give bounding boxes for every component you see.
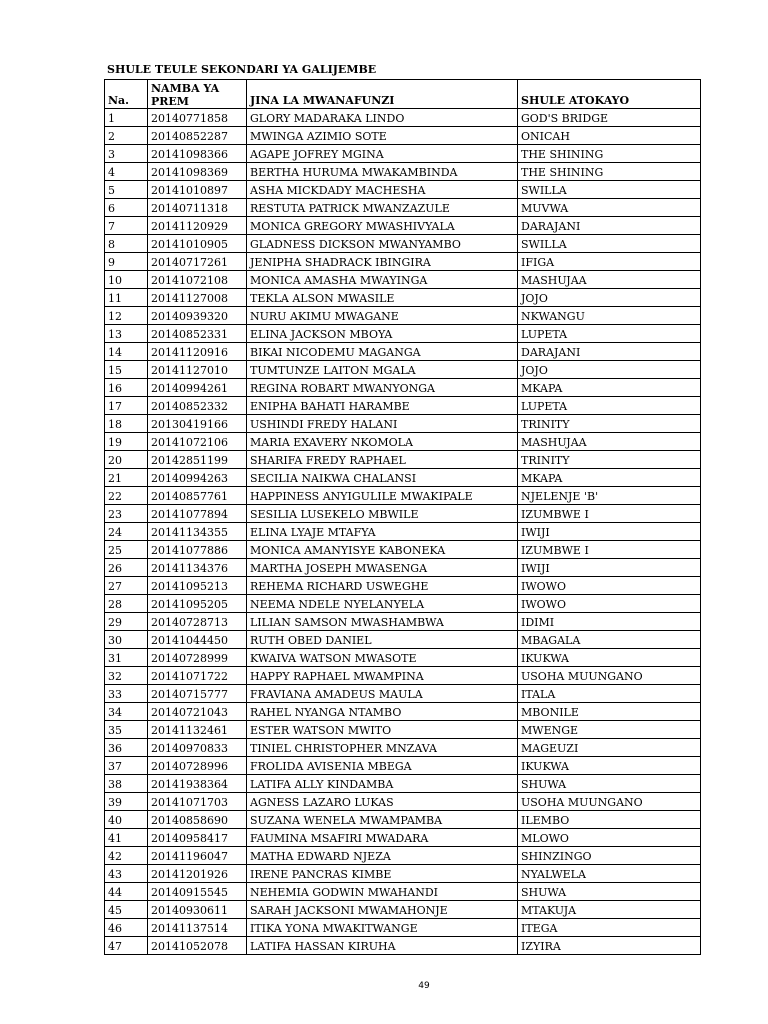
previous-school: IWOWO	[518, 577, 701, 595]
row-number: 46	[105, 919, 148, 937]
table-row	[105, 487, 701, 505]
student-name: ITIKA YONA MWAKITWANGE	[247, 919, 518, 937]
row-number: 30	[105, 631, 148, 649]
header-prem-line2: PREM	[151, 95, 189, 108]
student-name: HAPPY RAPHAEL MWAMPINA	[247, 667, 518, 685]
previous-school: MBONILE	[518, 703, 701, 721]
previous-school: IDIMI	[518, 613, 701, 631]
document-title: SHULE TEULE SEKONDARI YA GALIJEMBE	[107, 63, 377, 76]
table-row	[105, 775, 701, 793]
student-name: ENIPHA BAHATI HARAMBE	[247, 397, 518, 415]
row-number: 8	[105, 235, 148, 253]
prem-number: 20140930611	[148, 901, 247, 919]
row-number: 24	[105, 523, 148, 541]
previous-school: LUPETA	[518, 325, 701, 343]
prem-number: 20140858690	[148, 811, 247, 829]
student-name: ESTER WATSON MWITO	[247, 721, 518, 739]
row-number: 9	[105, 253, 148, 271]
previous-school: MAGEUZI	[518, 739, 701, 757]
table-row	[105, 325, 701, 343]
prem-number: 20141072108	[148, 271, 247, 289]
table-row	[105, 523, 701, 541]
row-number: 3	[105, 145, 148, 163]
student-name: MWINGA AZIMIO SOTE	[247, 127, 518, 145]
student-name: MARTHA JOSEPH MWASENGA	[247, 559, 518, 577]
row-number: 39	[105, 793, 148, 811]
previous-school: GOD'S BRIDGE	[518, 109, 701, 127]
student-name: MONICA AMANYISYE KABONEKA	[247, 541, 518, 559]
row-number: 31	[105, 649, 148, 667]
table-row	[105, 811, 701, 829]
previous-school: SHINZINGO	[518, 847, 701, 865]
student-name: BERTHA HURUMA MWAKAMBINDA	[247, 163, 518, 181]
student-name: MARIA EXAVERY NKOMOLA	[247, 433, 518, 451]
table-row	[105, 271, 701, 289]
previous-school: MBAGALA	[518, 631, 701, 649]
table-row	[105, 757, 701, 775]
table-row	[105, 721, 701, 739]
table-row	[105, 865, 701, 883]
prem-number: 20141095213	[148, 577, 247, 595]
header-no: Na.	[105, 80, 148, 109]
row-number: 27	[105, 577, 148, 595]
previous-school: TRINITY	[518, 451, 701, 469]
prem-number: 20141134355	[148, 523, 247, 541]
student-name: ELINA LYAJE MTAFYA	[247, 523, 518, 541]
table-row	[105, 469, 701, 487]
row-number: 2	[105, 127, 148, 145]
prem-number: 20140970833	[148, 739, 247, 757]
previous-school: IWOWO	[518, 595, 701, 613]
table-row	[105, 595, 701, 613]
previous-school: ITEGA	[518, 919, 701, 937]
row-number: 20	[105, 451, 148, 469]
student-name: SHARIFA FREDY RAPHAEL	[247, 451, 518, 469]
student-name: JENIPHA SHADRACK IBINGIRA	[247, 253, 518, 271]
previous-school: IKUKWA	[518, 757, 701, 775]
prem-number: 20141095205	[148, 595, 247, 613]
prem-number: 20140994263	[148, 469, 247, 487]
previous-school: MASHUJAA	[518, 271, 701, 289]
prem-number: 20140728996	[148, 757, 247, 775]
row-number: 36	[105, 739, 148, 757]
table-row	[105, 937, 701, 955]
prem-number: 20141134376	[148, 559, 247, 577]
prem-number: 20140857761	[148, 487, 247, 505]
table-row	[105, 307, 701, 325]
prem-number: 20141120916	[148, 343, 247, 361]
row-number: 35	[105, 721, 148, 739]
previous-school: ONICAH	[518, 127, 701, 145]
row-number: 33	[105, 685, 148, 703]
prem-number: 20141132461	[148, 721, 247, 739]
prem-number: 20141120929	[148, 217, 247, 235]
prem-number: 20140728713	[148, 613, 247, 631]
row-number: 12	[105, 307, 148, 325]
table-row	[105, 631, 701, 649]
prem-number: 20140852332	[148, 397, 247, 415]
student-name: SESILIA LUSEKELO MBWILE	[247, 505, 518, 523]
student-name: NEEMA NDELE NYELANYELA	[247, 595, 518, 613]
previous-school: SHUWA	[518, 775, 701, 793]
row-number: 16	[105, 379, 148, 397]
prem-number: 20140994261	[148, 379, 247, 397]
prem-number: 20141077886	[148, 541, 247, 559]
previous-school: ILEMBO	[518, 811, 701, 829]
row-number: 19	[105, 433, 148, 451]
table-row	[105, 667, 701, 685]
previous-school: SWILLA	[518, 181, 701, 199]
student-name: FRAVIANA AMADEUS MAULA	[247, 685, 518, 703]
student-name: IRENE PANCRAS KIMBE	[247, 865, 518, 883]
student-table	[104, 79, 701, 955]
previous-school: THE SHINING	[518, 145, 701, 163]
student-name: ELINA JACKSON MBOYA	[247, 325, 518, 343]
table-row	[105, 703, 701, 721]
prem-number: 20140721043	[148, 703, 247, 721]
row-number: 47	[105, 937, 148, 955]
prem-number: 20140915545	[148, 883, 247, 901]
student-name: LATIFA ALLY KINDAMBA	[247, 775, 518, 793]
previous-school: DARAJANI	[518, 343, 701, 361]
student-name: GLORY MADARAKA LINDO	[247, 109, 518, 127]
student-name: BIKAI NICODEMU MAGANGA	[247, 343, 518, 361]
previous-school: MUVWA	[518, 199, 701, 217]
previous-school: SHUWA	[518, 883, 701, 901]
row-number: 1	[105, 109, 148, 127]
student-name: AGAPE JOFREY MGINA	[247, 145, 518, 163]
student-name: HAPPINESS ANYIGULILE MWAKIPALE	[247, 487, 518, 505]
previous-school: THE SHINING	[518, 163, 701, 181]
header-prem-number	[148, 80, 247, 109]
student-name: SECILIA NAIKWA CHALANSI	[247, 469, 518, 487]
prem-number: 20140717261	[148, 253, 247, 271]
student-name: REGINA ROBART MWANYONGA	[247, 379, 518, 397]
previous-school: IZUMBWE I	[518, 505, 701, 523]
page-number: 49	[418, 981, 430, 991]
student-name: SUZANA WENELA MWAMPAMBA	[247, 811, 518, 829]
prem-number: 20141071722	[148, 667, 247, 685]
student-name: USHINDI FREDY HALANI	[247, 415, 518, 433]
student-name: SARAH JACKSONI MWAMAHONJE	[247, 901, 518, 919]
row-number: 10	[105, 271, 148, 289]
table-row	[105, 145, 701, 163]
prem-number: 20141077894	[148, 505, 247, 523]
table-row	[105, 613, 701, 631]
previous-school: USOHA MUUNGANO	[518, 793, 701, 811]
row-number: 14	[105, 343, 148, 361]
previous-school: IZUMBWE I	[518, 541, 701, 559]
student-name: GLADNESS DICKSON MWANYAMBO	[247, 235, 518, 253]
prem-number: 20141010897	[148, 181, 247, 199]
student-name: TUMTUNZE LAITON MGALA	[247, 361, 518, 379]
prem-number: 20141098369	[148, 163, 247, 181]
table-row	[105, 649, 701, 667]
student-name: MONICA AMASHA MWAYINGA	[247, 271, 518, 289]
student-name: RESTUTA PATRICK MWANZAZULE	[247, 199, 518, 217]
student-name: NURU AKIMU MWAGANE	[247, 307, 518, 325]
prem-number: 20130419166	[148, 415, 247, 433]
student-name: KWAIVA WATSON MWASOTE	[247, 649, 518, 667]
row-number: 40	[105, 811, 148, 829]
table-row	[105, 217, 701, 235]
previous-school: JOJO	[518, 361, 701, 379]
previous-school: SWILLA	[518, 235, 701, 253]
prem-number: 20142851199	[148, 451, 247, 469]
table-row	[105, 451, 701, 469]
header-student-name: JINA LA MWANAFUNZI	[247, 80, 518, 109]
table-row	[105, 901, 701, 919]
row-number: 32	[105, 667, 148, 685]
prem-number: 20140852331	[148, 325, 247, 343]
student-name: TINIEL CHRISTOPHER MNZAVA	[247, 739, 518, 757]
prem-number: 20141052078	[148, 937, 247, 955]
prem-number: 20140852287	[148, 127, 247, 145]
previous-school: IWIJI	[518, 559, 701, 577]
previous-school: MTAKUJA	[518, 901, 701, 919]
prem-number: 20141010905	[148, 235, 247, 253]
row-number: 43	[105, 865, 148, 883]
previous-school: IZYIRA	[518, 937, 701, 955]
previous-school: MWENGE	[518, 721, 701, 739]
table-row	[105, 829, 701, 847]
row-number: 45	[105, 901, 148, 919]
table-row	[105, 127, 701, 145]
row-number: 28	[105, 595, 148, 613]
prem-number: 20141072106	[148, 433, 247, 451]
table-row	[105, 685, 701, 703]
prem-number: 20141137514	[148, 919, 247, 937]
previous-school: DARAJANI	[518, 217, 701, 235]
previous-school: ITALA	[518, 685, 701, 703]
student-name: FAUMINA MSAFIRI MWADARA	[247, 829, 518, 847]
student-name: TEKLA ALSON MWASILE	[247, 289, 518, 307]
table-row	[105, 559, 701, 577]
student-name: AGNESS LAZARO LUKAS	[247, 793, 518, 811]
previous-school: USOHA MUUNGANO	[518, 667, 701, 685]
prem-number: 20140711318	[148, 199, 247, 217]
table-row	[105, 163, 701, 181]
table-row	[105, 199, 701, 217]
table-row	[105, 847, 701, 865]
row-number: 11	[105, 289, 148, 307]
previous-school: LUPETA	[518, 397, 701, 415]
table-row	[105, 919, 701, 937]
table-header-row	[105, 80, 701, 109]
table-row	[105, 397, 701, 415]
previous-school: MASHUJAA	[518, 433, 701, 451]
row-number: 25	[105, 541, 148, 559]
previous-school: IKUKWA	[518, 649, 701, 667]
student-name: MATHA EDWARD NJEZA	[247, 847, 518, 865]
row-number: 44	[105, 883, 148, 901]
row-number: 21	[105, 469, 148, 487]
row-number: 26	[105, 559, 148, 577]
previous-school: JOJO	[518, 289, 701, 307]
table-row	[105, 883, 701, 901]
student-name: RUTH OBED DANIEL	[247, 631, 518, 649]
student-name: LILIAN SAMSON MWASHAMBWA	[247, 613, 518, 631]
previous-school: MLOWO	[518, 829, 701, 847]
prem-number: 20141938364	[148, 775, 247, 793]
table-row	[105, 541, 701, 559]
previous-school: IFIGA	[518, 253, 701, 271]
row-number: 18	[105, 415, 148, 433]
table-row	[105, 415, 701, 433]
row-number: 7	[105, 217, 148, 235]
student-name: LATIFA HASSAN KIRUHA	[247, 937, 518, 955]
row-number: 6	[105, 199, 148, 217]
student-name: ASHA MICKDADY MACHESHA	[247, 181, 518, 199]
prem-number: 20140958417	[148, 829, 247, 847]
row-number: 4	[105, 163, 148, 181]
table-row	[105, 181, 701, 199]
table-row	[105, 739, 701, 757]
table-row	[105, 577, 701, 595]
previous-school: NYALWELA	[518, 865, 701, 883]
table-row	[105, 343, 701, 361]
prem-number: 20141071703	[148, 793, 247, 811]
row-number: 34	[105, 703, 148, 721]
student-name: NEHEMIA GODWIN MWAHANDI	[247, 883, 518, 901]
header-previous-school: SHULE ATOKAYO	[518, 80, 701, 109]
prem-number: 20141127008	[148, 289, 247, 307]
student-name: MONICA GREGORY MWASHIVYALA	[247, 217, 518, 235]
row-number: 23	[105, 505, 148, 523]
student-name: FROLIDA AVISENIA MBEGA	[247, 757, 518, 775]
table-row	[105, 235, 701, 253]
table-row	[105, 109, 701, 127]
table-row	[105, 253, 701, 271]
row-number: 15	[105, 361, 148, 379]
row-number: 13	[105, 325, 148, 343]
row-number: 41	[105, 829, 148, 847]
row-number: 22	[105, 487, 148, 505]
table-row	[105, 505, 701, 523]
row-number: 5	[105, 181, 148, 199]
student-name: RAHEL NYANGA NTAMBO	[247, 703, 518, 721]
table-row	[105, 433, 701, 451]
prem-number: 20140728999	[148, 649, 247, 667]
previous-school: IWIJI	[518, 523, 701, 541]
prem-number: 20140939320	[148, 307, 247, 325]
row-number: 37	[105, 757, 148, 775]
table-row	[105, 379, 701, 397]
prem-number: 20141044450	[148, 631, 247, 649]
prem-number: 20141127010	[148, 361, 247, 379]
table-row	[105, 289, 701, 307]
row-number: 29	[105, 613, 148, 631]
previous-school: TRINITY	[518, 415, 701, 433]
previous-school: NJELENJE 'B'	[518, 487, 701, 505]
prem-number: 20141098366	[148, 145, 247, 163]
prem-number: 20141196047	[148, 847, 247, 865]
student-name: REHEMA RICHARD USWEGHE	[247, 577, 518, 595]
table-row	[105, 361, 701, 379]
prem-number: 20140715777	[148, 685, 247, 703]
row-number: 38	[105, 775, 148, 793]
prem-number: 20140771858	[148, 109, 247, 127]
previous-school: NKWANGU	[518, 307, 701, 325]
row-number: 42	[105, 847, 148, 865]
table-row	[105, 793, 701, 811]
header-prem-line1: NAMBA YA	[151, 82, 220, 95]
previous-school: MKAPA	[518, 469, 701, 487]
row-number: 17	[105, 397, 148, 415]
previous-school: MKAPA	[518, 379, 701, 397]
prem-number: 20141201926	[148, 865, 247, 883]
